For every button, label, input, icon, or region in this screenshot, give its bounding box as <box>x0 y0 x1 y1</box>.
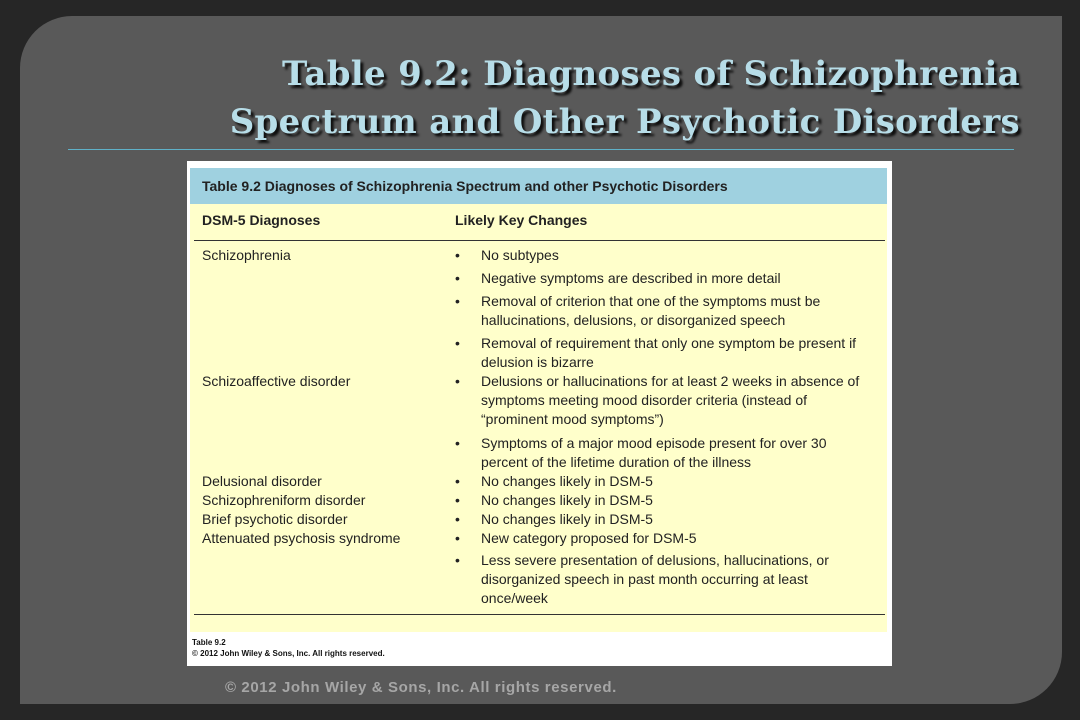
bullet-marker: • <box>455 247 460 263</box>
change-item: No changes likely in DSM-5 <box>481 492 653 508</box>
change-item: New category proposed for DSM-5 <box>481 530 697 546</box>
change-item: Delusions or hallucinations for at least 2 weeks in absence of symptoms meeting mood disorder criteria (instead of “prominent mood symptoms”) <box>481 373 860 427</box>
change-item: Removal of criterion that one of the symptoms must be hallucinations, delusions, or disorganized speech <box>481 293 821 328</box>
change-item: Less severe presentation of delusions, hallucinations, or disorganized speech in past month occurring at least once/week <box>481 552 829 606</box>
change-item: Symptoms of a major mood episode present for over 30 percent of the lifetime duration of the illness <box>481 435 827 470</box>
column-header-changes: Likely Key Changes <box>455 212 588 228</box>
table-body <box>190 204 887 632</box>
bullet-marker: • <box>455 511 460 527</box>
bullet-marker: • <box>455 335 460 351</box>
column-header-diagnoses: DSM-5 Diagnoses <box>202 212 321 228</box>
bottom-rule <box>194 614 885 615</box>
title-divider <box>68 149 1014 150</box>
bullet-marker: • <box>455 530 460 546</box>
diagnosis-cell: Schizophreniform disorder <box>202 492 366 508</box>
header-rule <box>194 240 885 241</box>
bullet-marker: • <box>455 293 460 309</box>
slide-title <box>20 50 1020 146</box>
bullet-marker: • <box>455 473 460 489</box>
bullet-marker: • <box>455 435 460 451</box>
slide-copyright: © 2012 John Wiley & Sons, Inc. All rights reserved. <box>225 679 617 696</box>
diagnosis-cell: Attenuated psychosis syndrome <box>202 530 401 546</box>
table-figure <box>187 161 892 666</box>
change-item: No changes likely in DSM-5 <box>481 473 653 489</box>
diagnosis-cell: Schizoaffective disorder <box>202 373 351 389</box>
change-item: Negative symptoms are described in more detail <box>481 270 781 286</box>
bullet-marker: • <box>455 373 460 389</box>
change-item: No subtypes <box>481 247 559 263</box>
table-footer-label: Table 9.2 <box>192 638 226 647</box>
bullet-marker: • <box>455 270 460 286</box>
diagnosis-cell: Brief psychotic disorder <box>202 511 348 527</box>
slide-title-line-1: Table 9.2: Diagnoses of Schizophrenia <box>282 54 1020 94</box>
change-item: No changes likely in DSM-5 <box>481 511 653 527</box>
bullet-marker: • <box>455 492 460 508</box>
table-caption: Table 9.2 Diagnoses of Schizophrenia Spectrum and other Psychotic Disorders <box>190 168 887 204</box>
bullet-marker: • <box>455 552 460 568</box>
diagnosis-cell: Schizophrenia <box>202 247 291 263</box>
slide <box>20 16 1062 704</box>
slide-title-line-2: Spectrum and Other Psychotic Disorders <box>229 102 1020 142</box>
table-footer-copyright: © 2012 John Wiley & Sons, Inc. All rights reserved. <box>192 649 385 658</box>
table-footer <box>190 635 887 665</box>
diagnosis-cell: Delusional disorder <box>202 473 322 489</box>
change-item: Removal of requirement that only one symptom be present if delusion is bizarre <box>481 335 857 370</box>
